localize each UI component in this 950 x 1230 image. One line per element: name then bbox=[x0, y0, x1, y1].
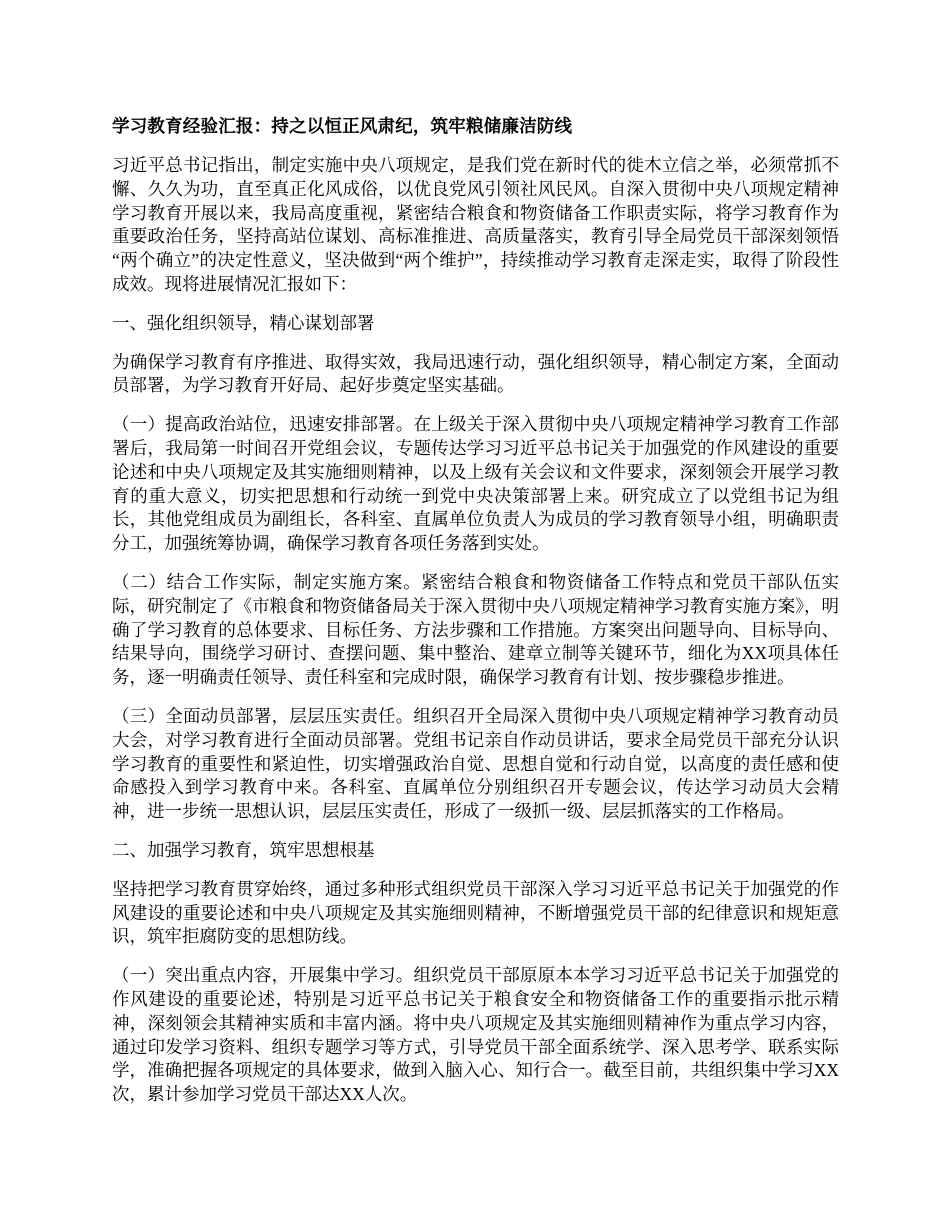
section-one-lead-paragraph: 为确保学习教育有序推进、取得实效，我局迅速行动，强化组织领导，精心制定方案，全面动员部署，为学习教育开好局、起好步奠定坚实基础。 bbox=[112, 351, 839, 396]
section-heading-two: 二、加强学习教育，筑牢思想根基 bbox=[112, 839, 375, 860]
document-body bbox=[112, 114, 839, 1107]
section-one-item-3: （三）全面动员部署，层层压实责任。组织召开全局深入贯彻中央八项规定精神学习教育动员大会，对学习教育进行全面动员部署。党组书记亲自作动员讲话，要求全局党员干部充分认识学习教育的重要性和紧迫性，切实增强政治自觉、思想自觉和行动自觉，以高度的责任感和使命感投入到学习教育中来。各科室、直属单位分别组织召开专题会议，传达学习动员大会精神，进一步统一思想认识，层层压实责任，形成了一级抓一级、层层抓落实的工作格局。 bbox=[112, 705, 839, 822]
section-two-item-1: （一）突出重点内容，开展集中学习。组织党员干部原原本本学习习近平总书记关于加强党的作风建设的重要论述，特别是习近平总书记关于粮食安全和物资储备工作的重要指示批示精神，深刻领会其精神实质和丰富内涵。将中央八项规定及其实施细则精神作为重点学习内容，通过印发学习资料、组织专题学习等方式，引导党员干部全面系统学、深入思考学、联系实际学，准确把握各项规定的具体要求，做到入脑入心、知行合一。截至目前，共组织集中学习XX次，累计参加学习党员干部达XX人次。 bbox=[112, 965, 839, 1105]
section-two-lead-paragraph: 坚持把学习教育贯穿始终，通过多种形式组织党员干部深入学习习近平总书记关于加强党的作风建设的重要论述和中央八项规定及其实施细则精神，不断增强党员干部的纪律意识和规矩意识，筑牢拒腐防变的思想防线。 bbox=[112, 878, 839, 947]
document-title: 学习教育经验汇报：持之以恒正风肃纪，筑牢粮储廉洁防线 bbox=[112, 116, 573, 136]
intro-paragraph: 习近平总书记指出，制定实施中央八项规定，是我们党在新时代的徙木立信之举，必须常抓不懈、久久为功，直至真正化风成俗，以优良党风引领社风民风。自深入贯彻中央八项规定精神学习教育开展以来，我局高度重视，紧密结合粮食和物资储备工作职责实际，将学习教育作为重要政治任务，坚持高站位谋划、高标准推进、高质量落实，教育引导全局党员干部深刻领悟“两个确立”的决定性意义，坚决做到“两个维护”，持续推动学习教育走深走实，取得了阶段性成效。现将进展情况汇报如下： bbox=[112, 155, 839, 294]
section-one-item-2: （二）结合工作实际，制定实施方案。紧密结合粮食和物资储备工作特点和党员干部队伍实际，研究制定了《市粮食和物资储备局关于深入贯彻中央八项规定精神学习教育实施方案》，明确了学习教育的总体要求、目标任务、方法步骤和工作措施。方案突出问题导向、目标导向、结果导向，围绕学习研讨、查摆问题、集中整治、建章立制等关键环节，细化为XX项具体任务，逐一明确责任领导、责任科室和完成时限，确保学习教育有计划、按步骤稳步推进。 bbox=[112, 571, 839, 688]
section-one-item-1: （一）提高政治站位，迅速安排部署。在上级关于深入贯彻中央八项规定精神学习教育工作部署后，我局第一时间召开党组会议，专题传达学习习近平总书记关于加强党的作风建设的重要论述和中央八项规定及其实施细则精神，以及上级有关会议和文件要求，深刻领会开展学习教育的重大意义，切实把思想和行动统一到党中央决策部署上来。研究成立了以党组书记为组长，其他党组成员为副组长，各科室、直属单位负责人为成员的学习教育领导小组，明确职责分工，加强统筹协调，确保学习教育各项任务落到实处。 bbox=[112, 414, 839, 554]
section-heading-one: 一、强化组织领导，精心谋划部署 bbox=[112, 312, 375, 333]
